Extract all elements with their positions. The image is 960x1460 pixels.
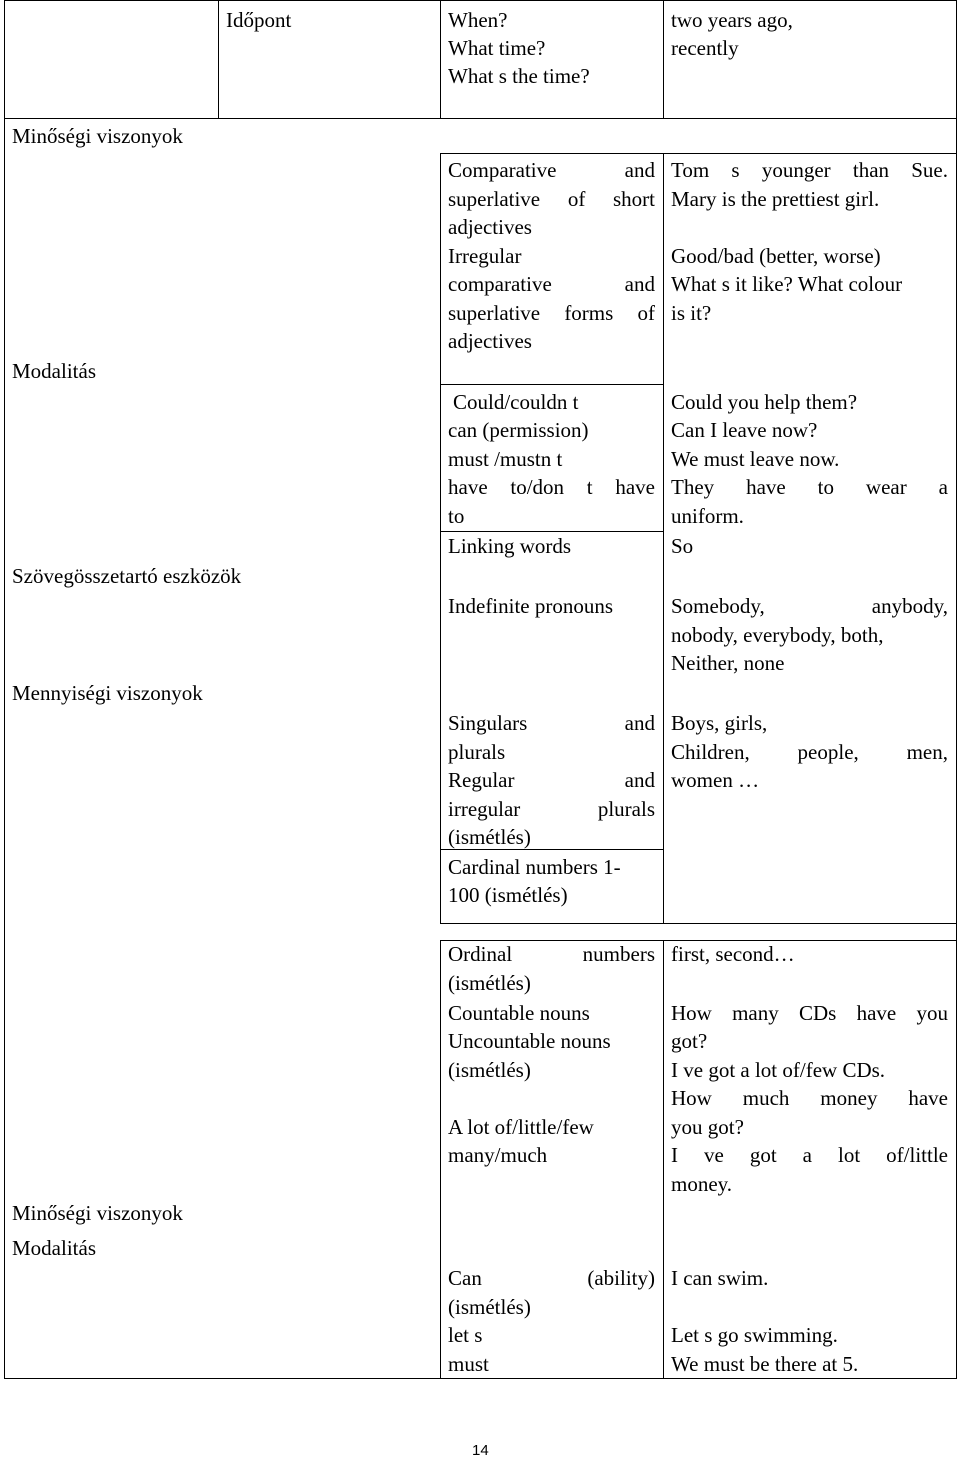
topic-line: Can (ability): [448, 1266, 655, 1290]
example-line: They have to wear a: [671, 475, 948, 499]
topic-indefinite-pronouns: Indefinite pronouns: [448, 594, 614, 618]
topic-line: must /mustn t: [448, 447, 563, 471]
question-what-time: What time?: [448, 36, 546, 60]
example-line: Somebody, anybody,: [671, 594, 948, 618]
row-label-mennyisegi-viszonyok: Mennyiségi viszonyok: [12, 681, 203, 705]
example-line: I ve got a lot of/few CDs.: [671, 1058, 886, 1082]
row-label-minosegi-viszonyok: Minőségi viszonyok: [12, 124, 183, 148]
example-line: How much money have: [671, 1086, 948, 1110]
example-line: first, second…: [671, 942, 795, 966]
topic-line: irregular plurals: [448, 797, 655, 821]
example-so: So: [671, 534, 694, 558]
topic-line: Uncountable nouns: [448, 1029, 611, 1053]
row-label-modalitas: Modalitás: [12, 359, 96, 383]
topic-line: 100 (ismétlés): [448, 883, 568, 907]
example-line: Could you help them?: [671, 390, 858, 414]
page-number: 14: [472, 1442, 489, 1459]
example-line: We must leave now.: [671, 447, 840, 471]
topic-line: let s: [448, 1323, 483, 1347]
topic-line: superlative of short: [448, 187, 655, 211]
example-line: Neither, none: [671, 651, 785, 675]
example-line: Can I leave now?: [671, 418, 818, 442]
example-line: I ve got a lot of/little: [671, 1143, 948, 1167]
topic-line: adjectives: [448, 215, 532, 239]
topic-line: must: [448, 1352, 489, 1376]
topic-line: (ismétlés): [448, 1295, 531, 1319]
example-line: nobody, everybody, both,: [671, 623, 884, 647]
topic-line: Singulars and: [448, 711, 655, 735]
topic-line: Countable nouns: [448, 1001, 590, 1025]
topic-line: can (permission): [448, 418, 589, 442]
example-line: Mary is the prettiest girl.: [671, 187, 880, 211]
topic-line: (ismétlés): [448, 825, 531, 849]
example-line: you got?: [671, 1115, 744, 1139]
question-when: When?: [448, 8, 508, 32]
example-line: I can swim.: [671, 1266, 769, 1290]
topic-line: Comparative and: [448, 158, 655, 182]
topic-line: A lot of/little/few: [448, 1115, 594, 1139]
topic-line: Regular and: [448, 768, 655, 792]
row-label-idopont: Időpont: [226, 8, 292, 32]
example-line: Let s go swimming.: [671, 1323, 838, 1347]
example-line: uniform.: [671, 504, 744, 528]
example-line: got?: [671, 1029, 708, 1053]
topic-line: (ismétlés): [448, 1058, 531, 1082]
topic-line: superlative forms of: [448, 301, 655, 325]
topic-line: Irregular: [448, 244, 522, 268]
example-line: Boys, girls,: [671, 711, 768, 735]
row-label-szovegosszetarto-eszkozok: Szövegösszetartó eszközök: [12, 564, 242, 588]
topic-line: Cardinal numbers 1-: [448, 855, 621, 879]
example-line: How many CDs have you: [671, 1001, 948, 1025]
example-line: is it?: [671, 301, 712, 325]
example-line: Tom s younger than Sue.: [671, 158, 948, 182]
example-line: women …: [671, 768, 760, 792]
example-recently: recently: [671, 36, 739, 60]
example-line: money.: [671, 1172, 733, 1196]
topic-line: many/much: [448, 1143, 548, 1167]
example-two-years-ago: two years ago,: [671, 8, 793, 32]
example-line: Children, people, men,: [671, 740, 948, 764]
row-label-minosegi-viszonyok: Minőségi viszonyok: [12, 1201, 183, 1225]
topic-line: comparative and: [448, 272, 655, 296]
topic-linking-words: Linking words: [448, 534, 572, 558]
topic-line: Ordinal numbers: [448, 942, 655, 966]
example-line: Good/bad (better, worse): [671, 244, 881, 268]
example-line: We must be there at 5.: [671, 1352, 859, 1376]
topic-line: have to/don t have: [448, 475, 655, 499]
topic-line: adjectives: [448, 329, 532, 353]
row-label-modalitas: Modalitás: [12, 1236, 96, 1260]
topic-line: (ismétlés): [448, 971, 531, 995]
question-whats-the-time: What s the time?: [448, 64, 590, 88]
topic-line: to: [448, 504, 465, 528]
topic-line: Could/couldn t: [453, 390, 579, 414]
example-line: What s it like? What colour: [671, 272, 903, 296]
topic-line: plurals: [448, 740, 506, 764]
